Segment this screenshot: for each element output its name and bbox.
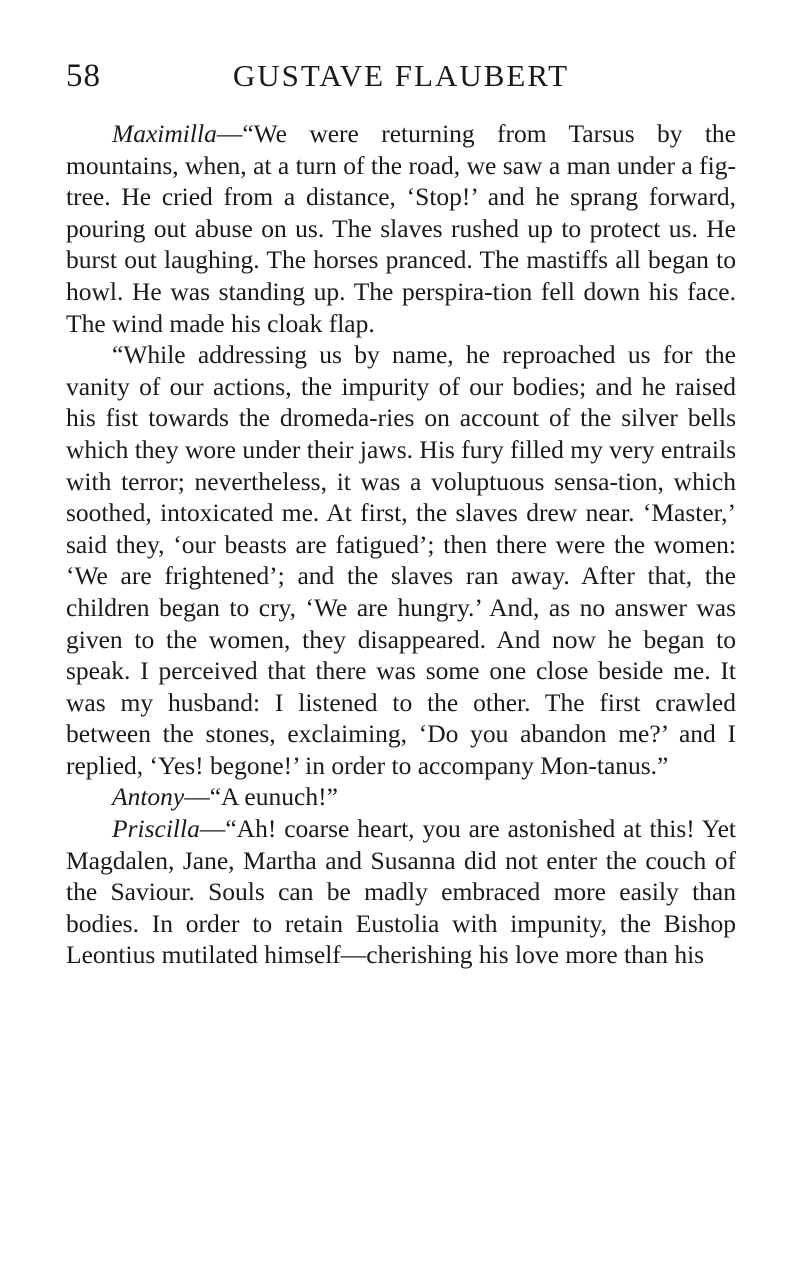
paragraph-antony [66,781,736,813]
paragraph-maximilla [66,118,736,339]
paragraph-text: “While addressing us by name, he reproached us for the vanity of our actions, the impurity of our bodies; and he raised his fist towards the dromeda-ries on account of the silver bells which they wore under their jaws. His fury filled my very entrails with terror; nevertheless, it was a voluptuous sensa-tion, which soothed, intoxicated me. At first, the slaves drew near. ‘Master,’ said they, ‘our beasts are fatigued’; then there were the women: ‘We are frightened’; and the slaves ran away. After that, the children began to cry, ‘We are hungry.’ And, as no answer was given to the women, they disappeared. And now he began to speak. I perceived that there was some one close beside me. It was my husband: I listened to the other. The first crawled between the stones, exclaiming, ‘Do you abandon me?’ and I replied, ‘Yes! begone!’ in order to accompany Mon-tanus.” [66,340,736,780]
paragraph-text: —“Ah! coarse heart, you are astonished at this! Yet Magdalen, Jane, Martha and Susanna did not enter the couch of the Saviour. Souls can be madly embraced more easily than bodies. In order to retain Eustolia with impunity, the Bishop Leontius mutilated himself—cherishing his love more than his [66,814,736,970]
paragraph-text: —“A eunuch!” [184,782,338,812]
page-header [66,52,736,104]
paragraph-priscilla [66,813,736,971]
speaker-name: Priscilla [112,814,200,844]
speaker-name: Maximilla [112,119,217,148]
page-number: 58 [66,58,101,94]
running-head: GUSTAVE FLAUBERT [232,58,570,93]
paragraph-maximilla-continued [66,339,736,781]
paragraph-text: —“We were returning from Tarsus by the mountains, when, at a turn of the road, we saw a man under a fig-tree. He cried from a distance, ‘Stop!’ and he sprang forward, pouring out abuse on us. The slaves rushed up to protect us. He burst out laughing. The horses pranced. The mastiffs all began to howl. He was standing up. The perspira-tion fell down his face. The wind made his cloak flap. [66,119,736,338]
body-text [66,118,736,971]
speaker-name: Antony [112,782,185,812]
